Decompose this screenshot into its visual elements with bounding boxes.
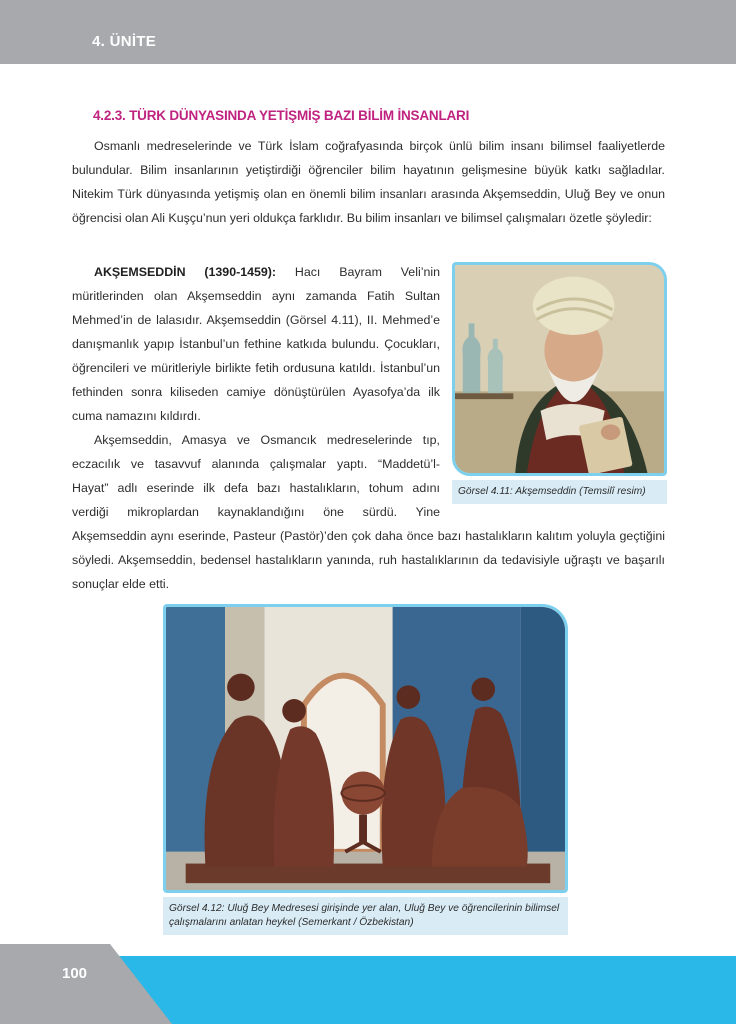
unit-label: 4. ÜNİTE	[92, 33, 157, 50]
para2-rest: Akşemseddin aynı eserinde, Pasteur (Pastör)’den çok daha önce bazı hastalıkların kalıtım yoluyla geçtiğini söyledi. Akşemseddin, bedensel hastalıkların yanında, ruh hastalıklarının da tedavisiyle uğraştı ve başarılı sonuçlar elde etti.	[72, 529, 665, 591]
section-title: 4.2.3. TÜRK DÜNYASINDA YETİŞMİŞ BAZI BİLİM İNSANLARI	[93, 108, 470, 123]
akshemseddin-portrait-image	[452, 262, 667, 476]
ulugh-bey-statue-image	[163, 604, 568, 893]
figure-4-11-caption: Görsel 4.11: Akşemseddin (Temsilî resim)	[452, 480, 667, 504]
footer-gray-tab	[0, 944, 200, 1024]
header-bar	[0, 0, 736, 64]
intro-paragraph: Osmanlı medreselerinde ve Türk İslam coğrafyasında birçok ünlü bilim insanı bilimsel faaliyetlerde bulundular. Bilim insanlarının yetiştirdiği öğrenciler bilim hayatının gelişmesine büyük katkı sağladılar. Nitekim Türk dünyasında yetişmiş olan en önemli bilim insanları arasında Akşemseddin, Uluğ Bey ve onun öğrencisi olan Ali Kuşçu’nun yeri oldukça farklıdır. Bu bilim insanları ve bilimsel çalışmaları özetle şöyledir:	[72, 139, 665, 225]
akshemseddin-paragraph-1	[72, 260, 440, 428]
footer-blue-bar	[110, 956, 736, 1024]
para2-line: Akşemseddin, Amasya ve Osmancık medreselerinde tıp,	[94, 433, 440, 447]
para2-line: verdiği mikroplardan kaynaklandığını öne sürdü. Yine	[72, 505, 440, 519]
page-number: 100	[62, 965, 88, 982]
para2-line: eczacılık ve tasavvuf alanında çalışmalar yaptı. “Maddetü’l-	[72, 457, 440, 471]
para2-line: Hayat” adlı eserinde ilk defa bazı hastalıkların, tohum adını	[72, 481, 440, 495]
akshemseddin-text-1: Hacı Bayram Veli’nin müritlerinden olan Akşemseddin aynı zamanda Fatih Sultan Mehmed’in de lalasıdır. Akşemseddin (Görsel 4.11), II. Mehmed’e danışmanlık yapıp İstanbul’un fethine katkıda bulundu. Çocukları, öğrencileri ve müritleriyle birlikte fetih ordusuna katıldı. İstanbul’un fethinden sonra kiliseden camiye dönüştürülen Ayasofya’da ilk cuma namazını kıldırdı.	[72, 265, 440, 423]
figure-4-12-caption: Görsel 4.12: Uluğ Bey Medresesi girişinde yer alan, Uluğ Bey ve öğrencilerinin bilimsel çalışmalarını anlatan heykel (Semerkant / Özbekistan)	[163, 897, 568, 935]
akshemseddin-heading: AKŞEMSEDDİN (1390-1459):	[94, 265, 277, 279]
